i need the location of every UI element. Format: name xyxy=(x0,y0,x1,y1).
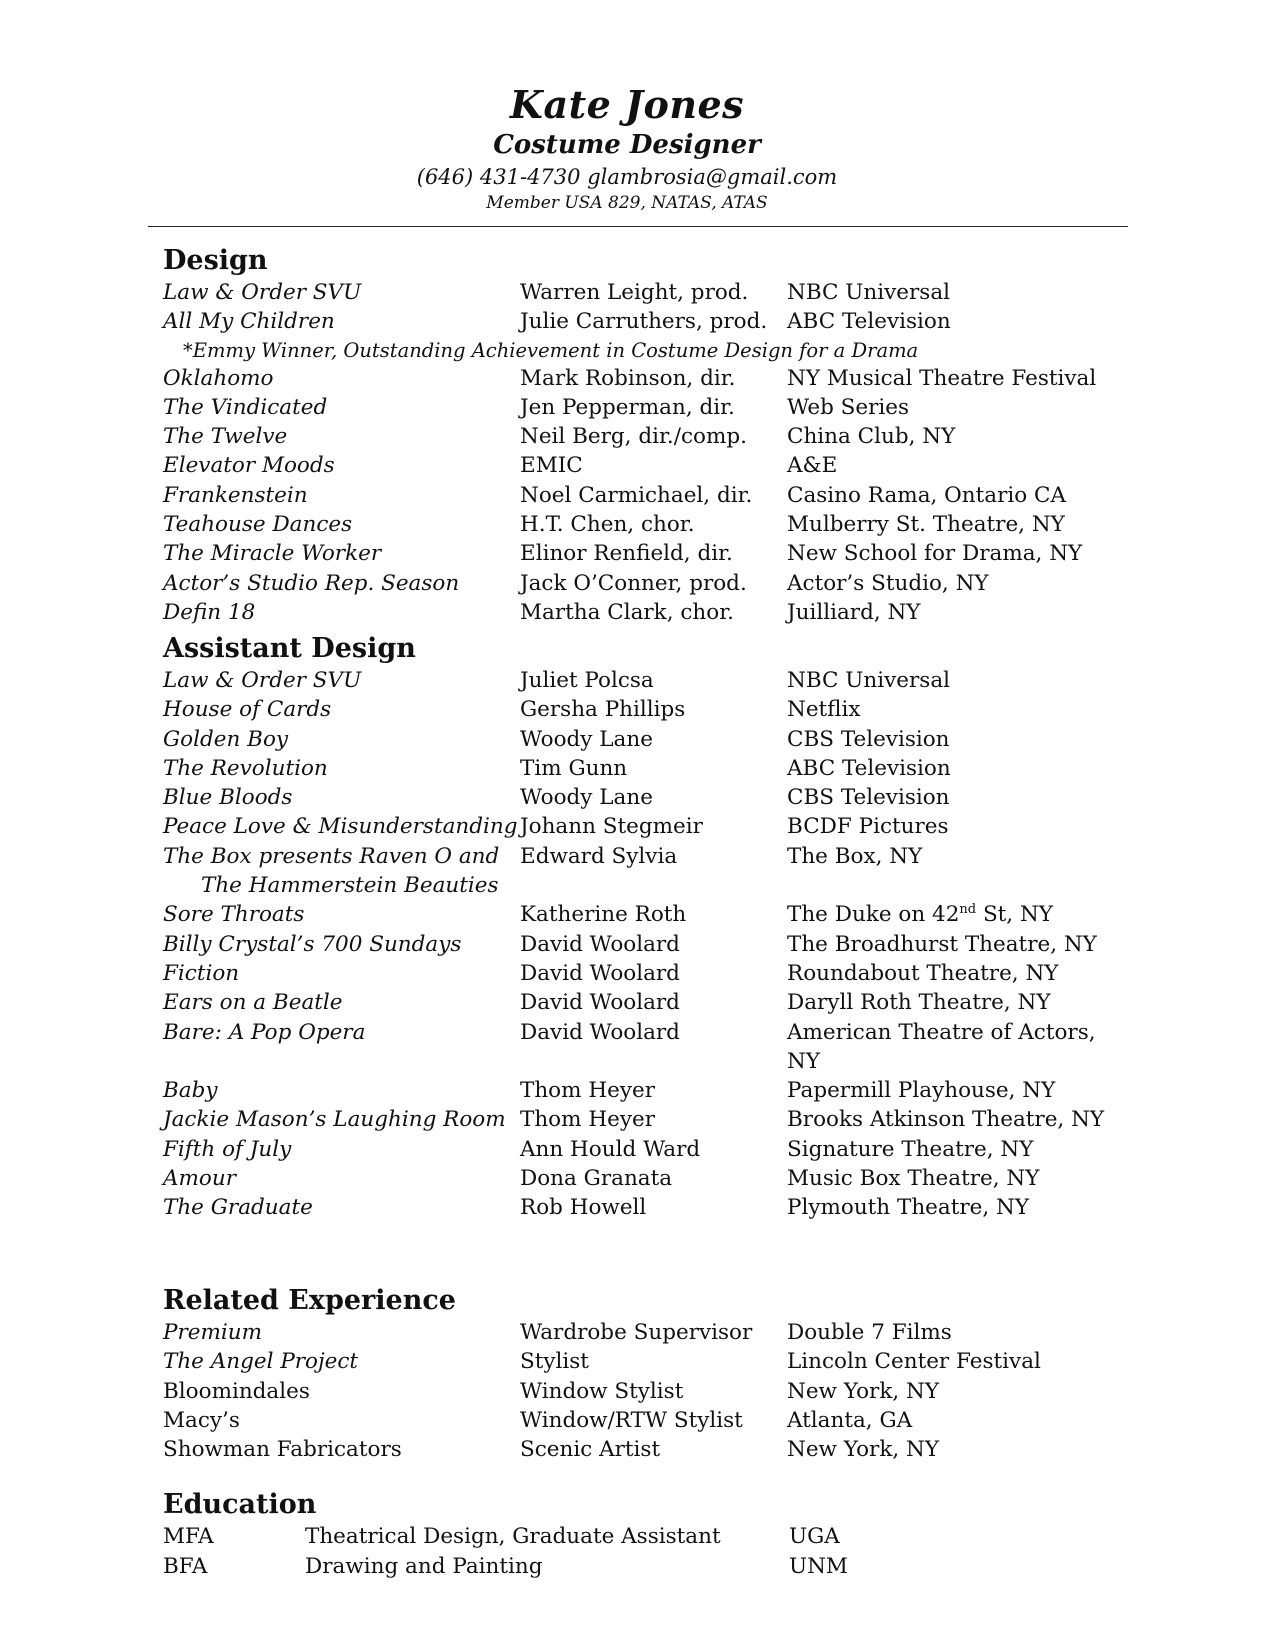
design-row xyxy=(163,598,1123,627)
production: Amour xyxy=(163,1166,236,1192)
designer: Thom Heyer xyxy=(520,1107,655,1133)
production: Law & Order SVU xyxy=(163,280,362,305)
experience-row xyxy=(163,1318,1123,1347)
production: The Revolution xyxy=(163,755,328,781)
employer: Macy’s xyxy=(163,1407,240,1433)
position: Stylist xyxy=(520,1349,589,1375)
design-row xyxy=(163,569,1123,598)
education-section xyxy=(163,1488,1123,1582)
production: Billy Crystal’s 700 Sundays xyxy=(163,931,462,957)
venue: Music Box Theatre, NY xyxy=(787,1166,1040,1192)
production: The Miracle Worker xyxy=(163,541,382,567)
design-row xyxy=(163,393,1123,422)
venue: NBC Universal xyxy=(787,280,951,305)
assistant-row-continuation xyxy=(163,871,1123,900)
venue: Mulberry St. Theatre, NY xyxy=(787,512,1065,538)
venue-text: The Duke on 42 xyxy=(787,902,960,928)
assistant-row xyxy=(163,842,1123,871)
experience-row xyxy=(163,1435,1123,1464)
venue: Signature Theatre, NY xyxy=(787,1136,1034,1162)
venue: ABC Television xyxy=(787,755,951,781)
credit: H.T. Chen, chor. xyxy=(520,512,695,538)
credit: Jen Pepperman, dir. xyxy=(520,394,735,420)
venue: Casino Rama, Ontario CA xyxy=(787,482,1067,508)
production: Peace Love & Misunderstanding xyxy=(163,814,518,840)
field-of-study: Theatrical Design, Graduate Assistant xyxy=(305,1524,721,1549)
experience-row xyxy=(163,1347,1123,1376)
production: Actor’s Studio Rep. Season xyxy=(163,570,460,596)
assistant-row xyxy=(163,1076,1123,1105)
position: Window/RTW Stylist xyxy=(520,1407,743,1433)
degree: BFA xyxy=(163,1554,208,1579)
credit: Martha Clark, chor. xyxy=(520,599,734,625)
assistant-row xyxy=(163,930,1123,959)
venue: Juilliard, NY xyxy=(787,599,921,625)
venue: Daryll Roth Theatre, NY xyxy=(787,990,1051,1016)
section-title: Related Experience xyxy=(163,1285,456,1316)
assistant-row xyxy=(163,1164,1123,1193)
designer: Rob Howell xyxy=(520,1195,647,1221)
venue: Netflix xyxy=(787,697,861,723)
designer: David Woolard xyxy=(520,960,680,986)
production: Law & Order SVU xyxy=(163,668,362,693)
credit: Neil Berg, dir./comp. xyxy=(520,424,747,450)
credit: Warren Leight, prod. xyxy=(520,280,749,305)
design-row xyxy=(163,307,1123,336)
credit: Elinor Renfield, dir. xyxy=(520,541,733,567)
production: Golden Boy xyxy=(163,726,289,752)
designer: David Woolard xyxy=(520,1019,680,1045)
assistant-row xyxy=(163,666,1123,695)
venue-continuation: NY xyxy=(787,1048,821,1074)
position: Window Stylist xyxy=(520,1378,684,1404)
position: Scenic Artist xyxy=(520,1437,661,1463)
production: Elevator Moods xyxy=(163,453,335,479)
venue: The Box, NY xyxy=(787,843,923,869)
field-of-study: Drawing and Painting xyxy=(305,1554,543,1579)
designer: Woody Lane xyxy=(520,785,653,811)
production: All My Children xyxy=(163,309,335,335)
venue: The Broadhurst Theatre, NY xyxy=(787,931,1097,957)
designer: Thom Heyer xyxy=(520,1078,655,1104)
school: UGA xyxy=(789,1524,840,1549)
education-row xyxy=(163,1522,1123,1552)
employer: Premium xyxy=(163,1320,262,1345)
membership-line: Member USA 829, NATAS, ATAS xyxy=(486,193,768,213)
education-row xyxy=(163,1552,1123,1582)
venue: Papermill Playhouse, NY xyxy=(787,1078,1056,1104)
design-row xyxy=(163,451,1123,480)
design-row xyxy=(163,510,1123,539)
production: The Graduate xyxy=(163,1195,313,1221)
credit: EMIC xyxy=(520,453,583,479)
location: Lincoln Center Festival xyxy=(787,1349,1041,1375)
designer: Katherine Roth xyxy=(520,902,687,928)
assistant-row xyxy=(163,1105,1123,1134)
design-row xyxy=(163,364,1123,393)
designer: David Woolard xyxy=(520,990,680,1016)
venue: New School for Drama, NY xyxy=(787,541,1083,567)
production: The Box presents Raven O and xyxy=(163,843,500,869)
venue: CBS Television xyxy=(787,726,950,752)
venue: NY Musical Theatre Festival xyxy=(787,365,1097,391)
ordinal-suffix: nd xyxy=(959,902,977,918)
venue xyxy=(787,900,1053,929)
section-title: Education xyxy=(163,1489,317,1520)
employer: The Angel Project xyxy=(163,1349,359,1375)
production: Defin 18 xyxy=(163,599,256,625)
assistant-row xyxy=(163,959,1123,988)
production: Teahouse Dances xyxy=(163,512,353,538)
location: New York, NY xyxy=(787,1437,940,1463)
production: Sore Throats xyxy=(163,902,305,928)
location: Double 7 Films xyxy=(787,1320,952,1345)
venue: Plymouth Theatre, NY xyxy=(787,1195,1030,1221)
assistant-row xyxy=(163,1135,1123,1164)
section-title: Assistant Design xyxy=(163,633,416,664)
assistant-row xyxy=(163,900,1123,929)
venue-text-tail: St, NY xyxy=(976,902,1053,928)
assistant-row xyxy=(163,1193,1123,1222)
employer: Showman Fabricators xyxy=(163,1437,402,1463)
designer: Gersha Phillips xyxy=(520,697,686,723)
employer: Bloomindales xyxy=(163,1378,310,1404)
header-divider xyxy=(148,226,1128,227)
designer: Juliet Polcsa xyxy=(520,668,654,693)
production: The Vindicated xyxy=(163,394,328,420)
production: Oklahomo xyxy=(163,365,274,391)
name: Kate Jones xyxy=(509,82,745,127)
credit: Noel Carmichael, dir. xyxy=(520,482,753,508)
production: Jackie Mason’s Laughing Room xyxy=(163,1107,506,1133)
award-note-text: *Emmy Winner, Outstanding Achievement in Costume Design for a Drama xyxy=(183,338,919,362)
designer: Edward Sylvia xyxy=(520,843,678,869)
designer: Tim Gunn xyxy=(520,755,628,781)
resume-header xyxy=(0,80,1254,214)
school: UNM xyxy=(789,1554,848,1579)
design-row xyxy=(163,422,1123,451)
degree: MFA xyxy=(163,1524,214,1549)
designer: David Woolard xyxy=(520,931,680,957)
location: New York, NY xyxy=(787,1378,940,1404)
venue: ABC Television xyxy=(787,309,951,335)
assistant-design-section xyxy=(163,632,1123,1223)
assistant-row xyxy=(163,783,1123,812)
assistant-row xyxy=(163,812,1123,841)
role-title: Costume Designer xyxy=(493,130,761,160)
designer: Dona Granata xyxy=(520,1166,673,1192)
venue: China Club, NY xyxy=(787,424,956,450)
assistant-row xyxy=(163,988,1123,1017)
venue: NBC Universal xyxy=(787,668,951,693)
venue: Web Series xyxy=(787,394,910,420)
design-row xyxy=(163,481,1123,510)
contact-line: (646) 431-4730 glambrosia@gmail.com xyxy=(416,165,838,189)
assistant-row xyxy=(163,754,1123,783)
assistant-row xyxy=(163,1018,1123,1047)
venue: Actor’s Studio, NY xyxy=(787,570,989,596)
assistant-row-continuation xyxy=(163,1047,1123,1076)
designer: Woody Lane xyxy=(520,726,653,752)
credit: Jack O’Conner, prod. xyxy=(520,570,747,596)
production: Blue Bloods xyxy=(163,785,293,811)
designer: Ann Hould Ward xyxy=(520,1136,701,1162)
designer: Johann Stegmeir xyxy=(520,814,703,840)
production: Baby xyxy=(163,1078,218,1104)
production: Frankenstein xyxy=(163,482,308,508)
design-row xyxy=(163,539,1123,568)
venue: Brooks Atkinson Theatre, NY xyxy=(787,1107,1105,1133)
venue: A&E xyxy=(787,453,838,479)
design-section xyxy=(163,244,1123,627)
experience-row xyxy=(163,1377,1123,1406)
venue: CBS Television xyxy=(787,785,950,811)
production: Fifth of July xyxy=(163,1136,292,1162)
related-experience-section xyxy=(163,1284,1123,1464)
experience-row xyxy=(163,1406,1123,1435)
credit: Mark Robinson, dir. xyxy=(520,365,736,391)
credit: Julie Carruthers, prod. xyxy=(520,309,768,335)
production: House of Cards xyxy=(163,697,332,723)
production: Ears on a Beatle xyxy=(163,990,343,1016)
position: Wardrobe Supervisor xyxy=(520,1320,753,1345)
location: Atlanta, GA xyxy=(787,1407,913,1433)
production: The Twelve xyxy=(163,424,288,450)
venue: American Theatre of Actors, xyxy=(787,1019,1096,1045)
section-title: Design xyxy=(163,245,268,276)
production-continuation: The Hammerstein Beauties xyxy=(201,873,499,899)
production: Fiction xyxy=(163,960,240,986)
assistant-row xyxy=(163,695,1123,724)
production: Bare: A Pop Opera xyxy=(163,1019,366,1045)
venue: BCDF Pictures xyxy=(787,814,949,840)
venue: Roundabout Theatre, NY xyxy=(787,960,1059,986)
award-note xyxy=(163,337,1123,364)
assistant-row xyxy=(163,725,1123,754)
design-row xyxy=(163,278,1123,307)
